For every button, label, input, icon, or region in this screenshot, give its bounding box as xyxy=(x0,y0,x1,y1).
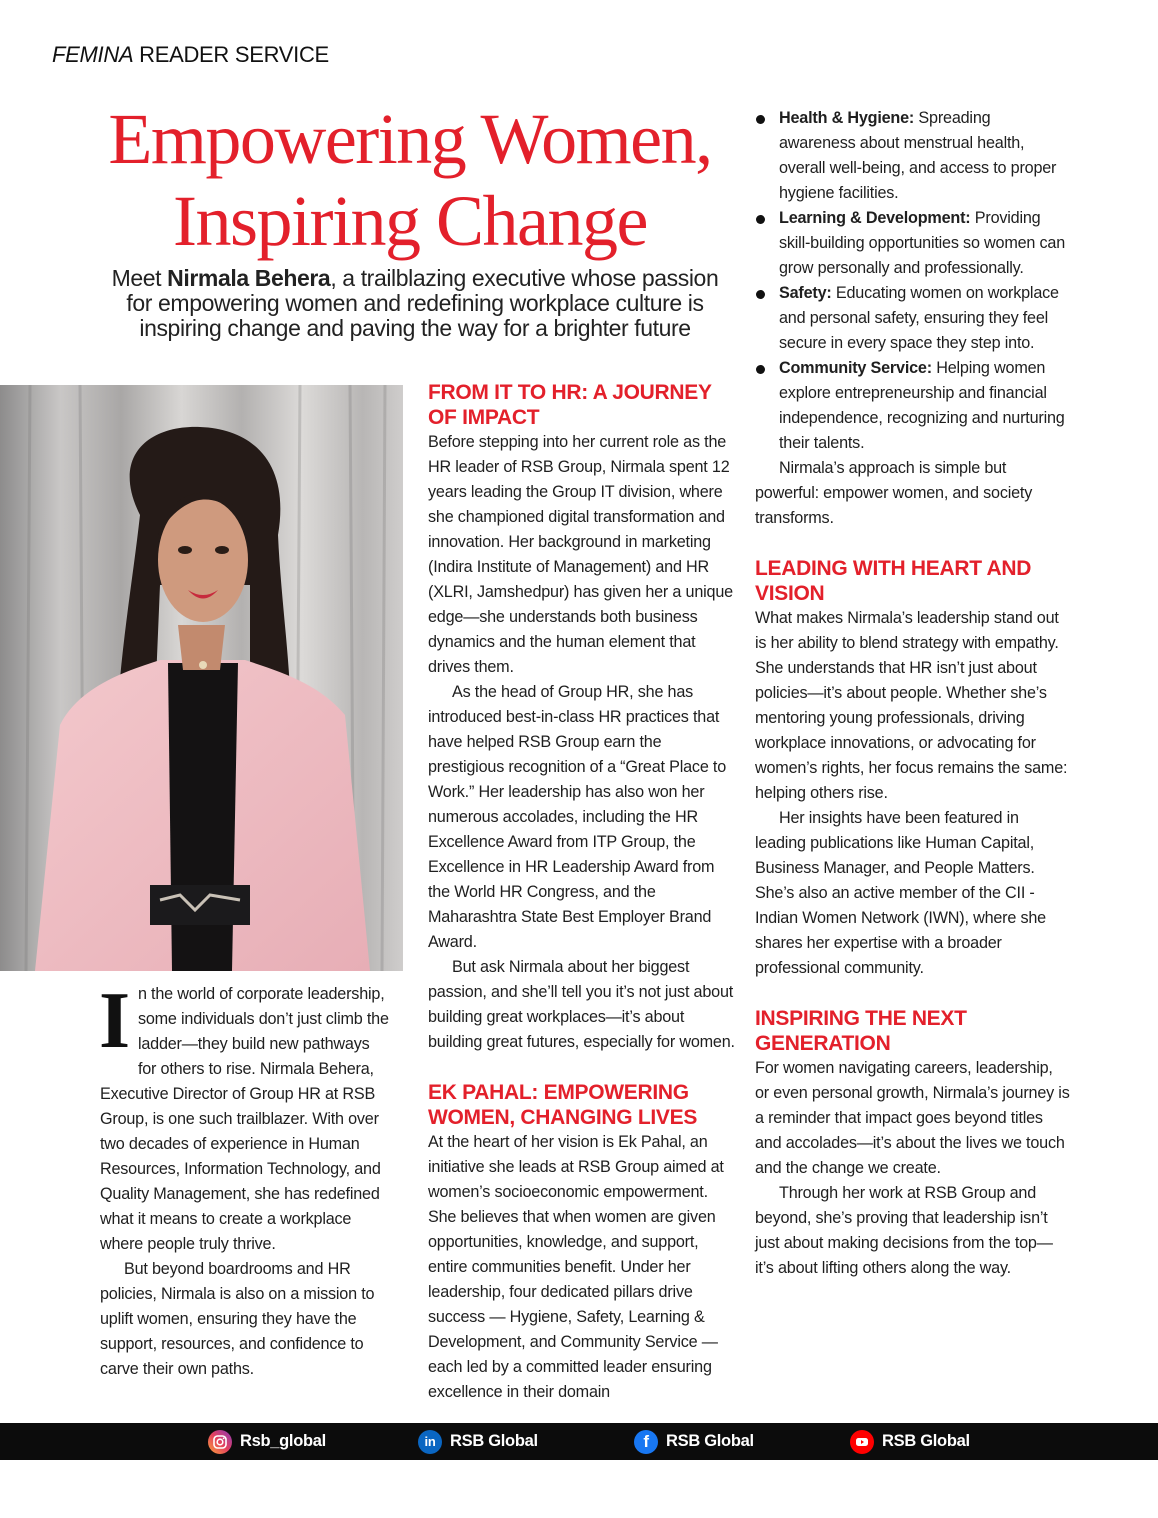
pillar-item: Safety: Educating women on workplace and personal safety, ensuring they feel secure in every space they step into. xyxy=(755,281,1070,356)
pillar-item: Learning & Development: Providing skill-building opportunities so women can grow personally and professionally. xyxy=(755,206,1070,281)
facebook-handle: RSB Global xyxy=(666,1432,754,1450)
youtube-link[interactable] xyxy=(850,1423,970,1460)
standfirst xyxy=(110,266,720,341)
standfirst-text: , a trailblazing executive whose passion for empowering women and redefining workplace culture is inspiring change and paving the way for a brighter future xyxy=(126,265,719,341)
title-line-2: Inspiring Change xyxy=(173,181,647,261)
pillar-item: Health & Hygiene: Spreading awareness about menstrual health, overall well-being, and access to proper hygiene facilities. xyxy=(755,106,1070,206)
facebook-link[interactable] xyxy=(634,1423,754,1460)
title-line-1: Empowering Women, xyxy=(108,99,712,179)
linkedin-handle: RSB Global xyxy=(450,1432,538,1450)
leading-paragraph-1: What makes Nirmala’s leadership stand out is her ability to blend strategy with empathy. She understands that HR isn’t just about policies—it’s about people. Whether she’s mentoring young professionals, driving workplace innovations, or advocating for women’s rights, her focus remains the same: helping others rise. xyxy=(755,609,1068,802)
section-heading-next-generation: INSPIRING THE NEXT GENERATION xyxy=(755,1007,967,1055)
youtube-icon xyxy=(850,1430,874,1454)
instagram-handle: Rsb_global xyxy=(240,1432,326,1450)
subject-name: Nirmala Behera xyxy=(167,265,331,291)
section-header xyxy=(52,42,329,68)
section-label: READER SERVICE xyxy=(139,42,329,67)
ek-pahal-paragraph-2: Nirmala’s approach is simple but powerful: empower women, and society transforms. xyxy=(755,459,1033,527)
ek-pahal-paragraph-1: At the heart of her vision is Ek Pahal, an initiative she leads at RSB Group aimed at women’s socioeconomic empowerment. She believes that when women are given opportunities, knowledge, and support, entire communities benefit. Under her leadership, four dedicated pillars drive success — Hygiene, Safety, Learning & Development, and Community Service — each led by a committed leader ensuring excellence in their domain xyxy=(428,1133,724,1401)
journey-paragraph-1: Before stepping into her current role as the HR leader of RSB Group, Nirmala spent 12 years leading the Group IT division, where she championed digital transformation and innovation. Her background in marketing (Indira Institute of Management) and HR (XLRI, Jamshedpur) has given her a unique edge—she understands both business dynamics and the human element that drives them. xyxy=(428,433,733,676)
instagram-link[interactable] xyxy=(208,1423,326,1460)
youtube-handle: RSB Global xyxy=(882,1432,970,1450)
next-gen-paragraph-2: Through her work at RSB Group and beyond, she’s proving that leadership isn’t just about making decisions from the top—it’s about lifting others along the way. xyxy=(755,1184,1053,1277)
pillars-list xyxy=(755,106,1070,456)
section-heading-leading: LEADING WITH HEART AND VISION xyxy=(755,557,1032,605)
drop-cap: I xyxy=(99,977,130,1065)
section-heading-ek-pahal: EK PAHAL: EMPOWERING WOMEN, CHANGING LIVES xyxy=(428,1081,698,1129)
social-footer xyxy=(0,1423,1158,1460)
next-gen-paragraph-1: For women navigating careers, leadership, or even personal growth, Nirmala’s journey is a reminder that impact goes beyond titles and accolades—it’s about the lives we touch and the change we create. xyxy=(755,1059,1070,1177)
magazine-brand: FEMINA xyxy=(52,42,134,67)
standfirst-lead: Meet xyxy=(111,265,168,291)
intro-column xyxy=(99,977,390,1382)
right-column xyxy=(755,106,1070,1281)
journey-paragraph-2: As the head of Group HR, she has introduced best-in-class HR practices that have helped RSB Group earn the prestigious recognition of a “Great Place to Work.” Her leadership has also won her numerous accolades, including the HR Excellence Award from ITP Group, the Excellence in HR Leadership Award from the World HR Congress, and the Maharashtra State Best Employer Brand Award. xyxy=(428,683,727,951)
journey-paragraph-3: But ask Nirmala about her biggest passion, and she’ll tell you it’s not just about building great workplaces—it’s about building great futures, especially for women. xyxy=(428,958,735,1051)
intro-paragraph-2: But beyond boardrooms and HR policies, Nirmala is also on a mission to uplift women, ensuring they have the support, resources, and confidence to carve their own paths. xyxy=(100,1260,375,1378)
leading-paragraph-2: Her insights have been featured in leading publications like Human Capital, Business Manager, and People Matters. She’s also an active member of the CII - Indian Women Network (IWN), where she shares her expertise with a broader professional community. xyxy=(755,809,1046,977)
middle-column xyxy=(428,380,736,1401)
section-heading-journey: FROM IT TO HR: A JOURNEY OF IMPACT xyxy=(428,381,712,429)
pillar-item: Community Service: Helping women explore entrepreneurship and financial independence, recognizing and nurturing their talents. xyxy=(755,356,1070,456)
article-title xyxy=(60,98,760,262)
linkedin-link[interactable] xyxy=(418,1423,538,1460)
portrait-photo xyxy=(0,385,403,971)
instagram-icon xyxy=(208,1430,232,1454)
intro-paragraph-1: n the world of corporate leadership, some individuals don’t just climb the ladder—they build new pathways for others to rise. Nirmala Behera, Executive Director of Group HR at RSB Group, is one such trailblazer. With over two decades of experience in Human Resources, Information Technology, and Quality Management, she has redefined what it means to create a workplace where people truly thrive. xyxy=(100,985,389,1253)
facebook-icon: f xyxy=(634,1430,658,1454)
linkedin-icon: in xyxy=(418,1430,442,1454)
